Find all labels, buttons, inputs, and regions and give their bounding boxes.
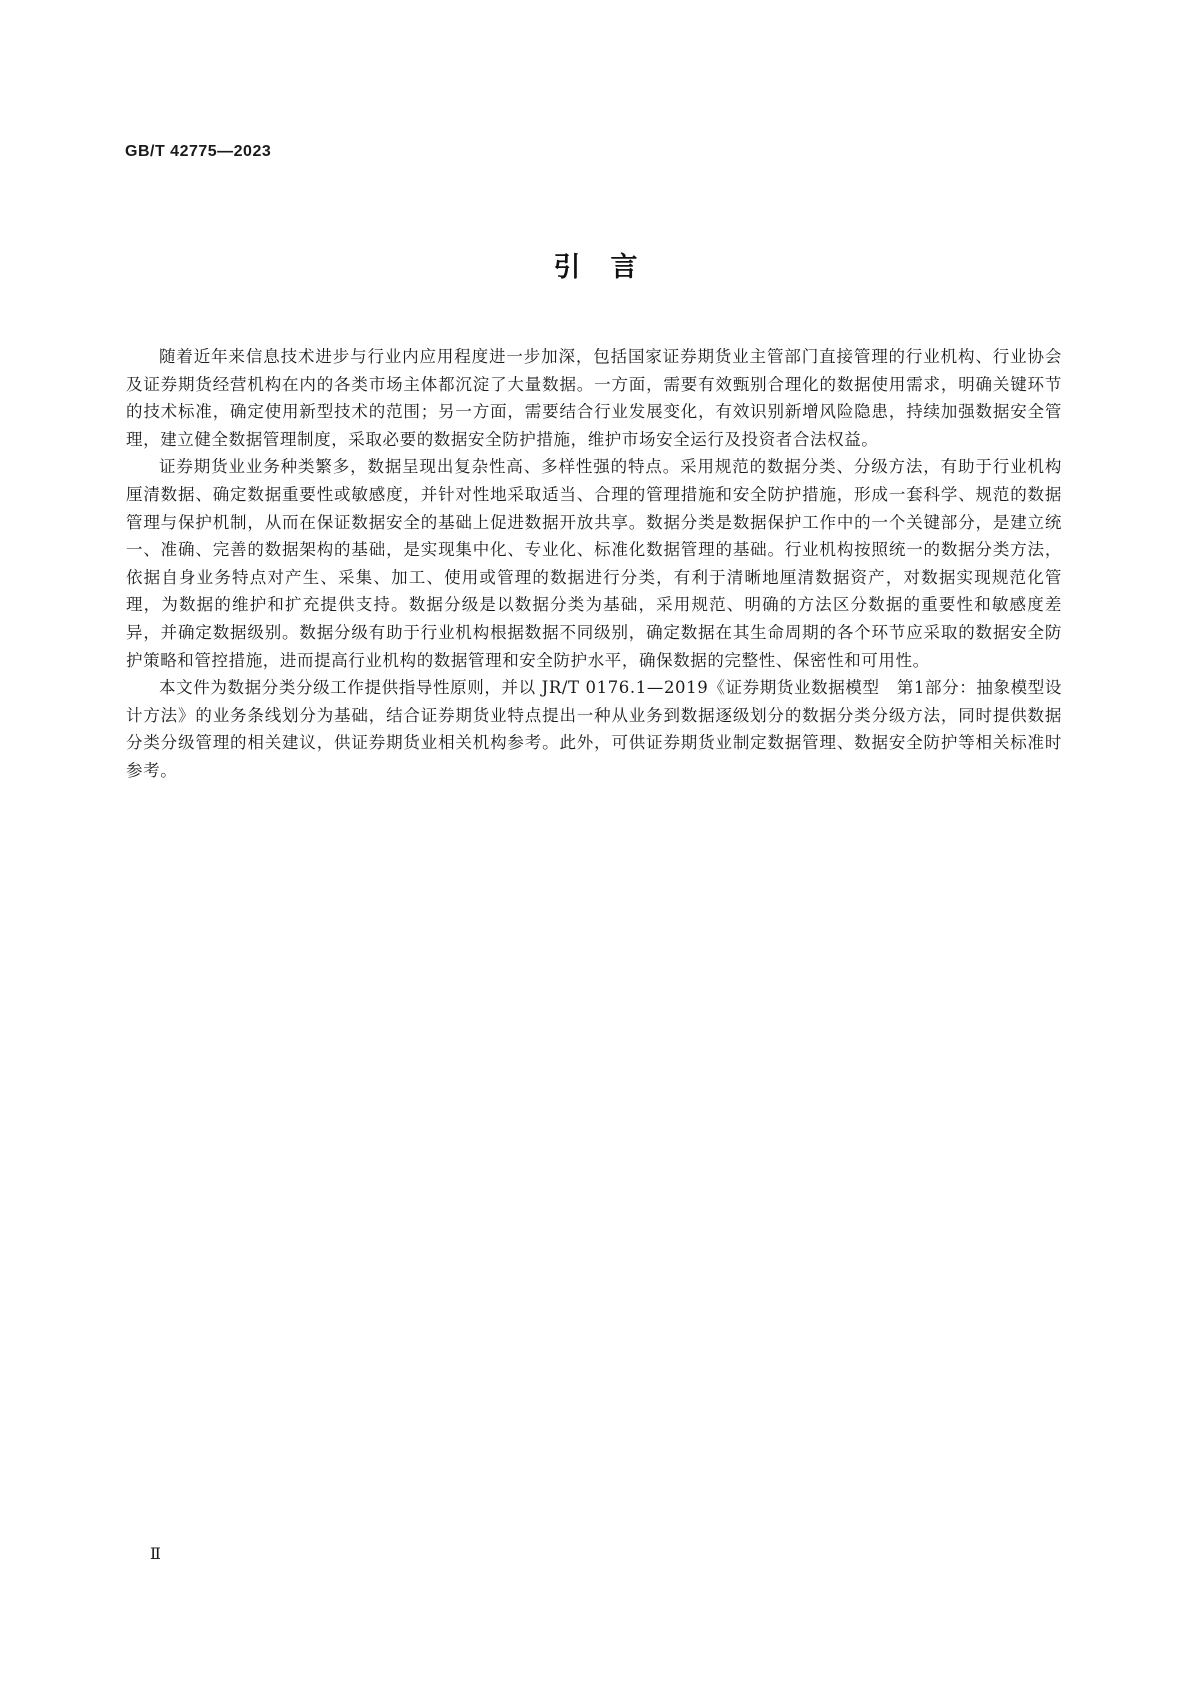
paragraph: 本文件为数据分类分级工作提供指导性原则，并以 JR/T 0176.1—2019《证券期货业数据模型 第1部分：抽象模型设计方法》的业务条线划分为基础，结合证券期货业特点提出一种从业务到数据逐级划分的数据分类分级方法，同时提供数据分类分级管理的相关建议，供证券期货业相关机构参考。此外，可供证券期货业制定数据管理、数据安全防护等相关标准时参考。 [126, 678, 1062, 780]
page-number: Ⅱ [150, 1544, 161, 1563]
introduction-body [126, 343, 1062, 785]
paragraph: 随着近年来信息技术进步与行业内应用程度进一步加深，包括国家证券期货业主管部门直接管理的行业机构、行业协会及证券期货经营机构在内的各类市场主体都沉淀了大量数据。一方面，需要有效甄别合理化的数据使用需求，明确关键环节的技术标准，确定使用新型技术的范围；另一方面，需要结合行业发展变化，有效识别新增风险隐患，持续加强数据安全管理，建立健全数据管理制度，采取必要的数据安全防护措施，维护市场安全运行及投资者合法权益。 [126, 347, 1062, 449]
standard-number-header: GB/T 42775—2023 [125, 143, 272, 160]
paragraph: 证券期货业业务种类繁多，数据呈现出复杂性高、多样性强的特点。采用规范的数据分类、分级方法，有助于行业机构厘清数据、确定数据重要性或敏感度，并针对性地采取适当、合理的管理措施和安全防护措施，形成一套科学、规范的数据管理与保护机制，从而在保证数据安全的基础上促进数据开放共享。数据分类是数据保护工作中的一个关键部分，是建立统一、准确、完善的数据架构的基础，是实现集中化、专业化、标准化数据管理的基础。行业机构按照统一的数据分类方法，依据自身业务特点对产生、采集、加工、使用或管理的数据进行分类，有利于清晰地厘清数据资产，对数据实现规范化管理，为数据的维护和扩充提供支持。数据分级是以数据分类为基础，采用规范、明确的方法区分数据的重要性和敏感度差异，并确定数据级别。数据分级有助于行业机构根据数据不同级别，确定数据在其生命周期的各个环节应采取的数据安全防护策略和管控措施，进而提高行业机构的数据管理和安全防护水平，确保数据的完整性、保密性和可用性。 [126, 457, 1062, 670]
section-title: 引言 [553, 252, 668, 283]
